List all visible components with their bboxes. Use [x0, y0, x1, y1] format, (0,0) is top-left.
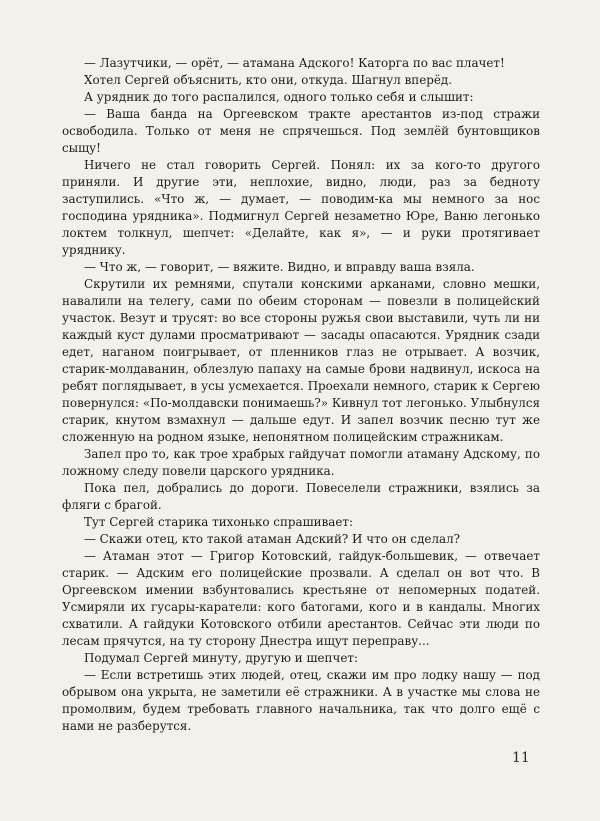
page-number: 11: [512, 750, 530, 766]
paragraph: Подумал Сергей минуту, другую и шепчет:: [84, 651, 358, 665]
paragraph: Запел про то, как трое храбрых гайдучат помогли атаману Адскому, по ложному следу повели царского урядника.: [62, 447, 540, 478]
paragraph: — Скажи отец, кто такой атаман Адский? И что он сделал?: [84, 532, 461, 546]
paragraph: Хотел Сергей объяснить, кто они, откуда. Шагнул вперёд.: [84, 73, 452, 87]
paragraph: — Атаман этот — Григор Котовский, гайдук-большевик, — отвечает старик. — Адским его полицейские прозвали. А сделал он вот что. В Оргеевском имении взбунтовались крестьяне от непомерных податей. Усмиряли их гусары-каратели: кого батогами, кого и в кандалы. Многих схватили. А гайдуки Котовского отбили арестантов. Сейчас эти люди по лесам прячутся, на ту сторону Днестра ищут переправу...: [62, 549, 540, 648]
paragraph: А урядник до того распалился, одного только себя и слышит:: [84, 90, 474, 104]
paragraph: — Лазутчики, — орёт, — атамана Адского! Каторга по вас плачет!: [84, 56, 505, 70]
paragraph: Пока пел, добрались до дороги. Повеселели стражники, взялись за фляги с брагой.: [62, 481, 540, 512]
page-body-text: [62, 55, 540, 735]
paragraph: — Что ж, — говорит, — вяжите. Видно, и вправду ваша взяла.: [84, 260, 475, 274]
paragraph: Тут Сергей старика тихонько спрашивает:: [84, 515, 353, 529]
paragraph: Скрутили их ремнями, спутали конскими арканами, словно мешки, навалили на телегу, сами по обеим сторонам — повезли в полицейский участок. Везут и трусят: во все стороны ружья свои выставили, чуть ли ни каждый куст дулами просматривают — засады опасаются. Урядник сзади едет, наганом поигрывает, от пленников глаз не отрывает. А возчик, старик-молдаванин, облезлую папаху на самые брови надвинул, искоса на ребят поглядывает, в усы усмехается. Проехали немного, старик к Сергею повернулся: «По-молдавски понимаешь?» Кивнул тот легонько. Улыбнулся старик, кнутом взмахнул — дальше едут. И запел возчик песню тут же сложенную на родном языке, непонятном полицейским стражникам.: [62, 277, 540, 444]
paragraph: — Ваша банда на Оргеевском тракте арестантов из-под стражи освободила. Только от меня не спрячешься. Под землёй бунтовщиков сыщу!: [62, 107, 540, 155]
paragraph: — Если встретишь этих людей, отец, скажи им про лодку нашу — под обрывом она укрыта, не заметили её стражники. А в участке мы слова не промолвим, будем требовать главного начальника, так что долго ещё с нами не разберутся.: [62, 668, 540, 733]
paragraph: Ничего не стал говорить Сергей. Понял: их за кого-то другого приняли. И другие эти, неплохие, видно, люди, раз за бедноту заступились. «Что ж, — думает, — поводим-ка мы немного за нос господина урядника». Подмигнул Сергей незаметно Юре, Ваню легонько локтем толкнул, шепчет: «Делайте, как я», — и руки протягивает уряднику.: [62, 158, 540, 257]
